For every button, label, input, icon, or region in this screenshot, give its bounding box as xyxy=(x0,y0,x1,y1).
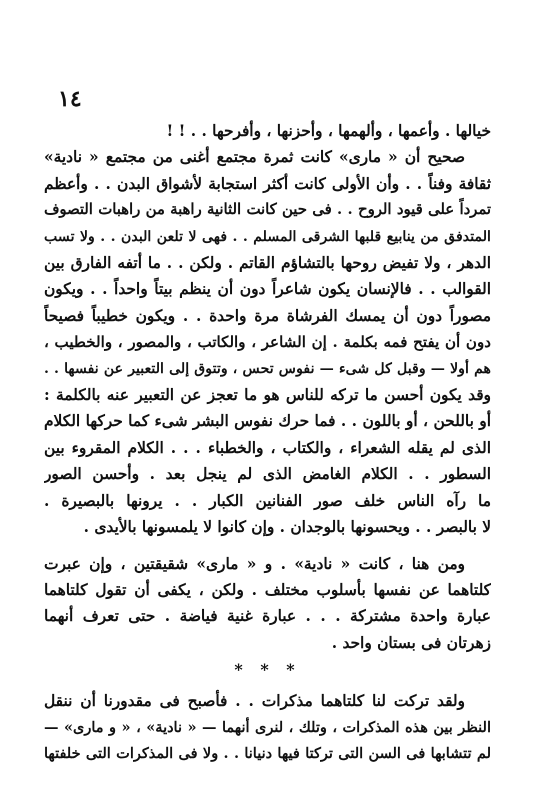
text-line: أو باللحن ، أو باللون . . فما حرك نفوس البشر شىء كما حركها الكلام xyxy=(44,412,491,431)
paragraph-3 xyxy=(44,551,491,657)
text-line: ومن هنا ، كانت « نادية» . و « مارى» شقيقتين ، وإن عبرت xyxy=(44,554,465,573)
text-line: وقد يكون أحسن ما تركه للناس هو ما تعجز عن التعبير عنه بالكلمة : xyxy=(44,386,491,405)
text-line: زهرتان فى بستان واحد . xyxy=(331,633,491,652)
text-line: المتدفق من ينابيع قلبها الشرقى المسلم . . فهى لا تلعن البدن . . ولا تسب xyxy=(44,228,491,245)
section-separator: * * * xyxy=(234,660,301,680)
paragraph-2 xyxy=(44,144,491,540)
paragraph-4 xyxy=(44,688,491,767)
text-line: الذى لم يقله الشعراء ، والكتاب ، والخطباء . . . الكلام المقروء بين xyxy=(44,438,491,457)
text-line: ما رآه الناس خلف صور الفنانين الكبار . . يرونها بالبصيرة . xyxy=(44,491,491,510)
text-line: السطور . . الكلام الغامض الذى لم ينجل بعد . وأحسن الصور xyxy=(44,465,491,484)
text-line: النظر بين هذه المذكرات ، وتلك ، لنرى أنهما — « نادية» ، « و مارى» — xyxy=(44,718,491,736)
text-line: لم تتشابها فى السن التى تركتا فيها دنيانا . . ولا فى المذكرات التى خلفتها xyxy=(44,744,491,762)
text-line: ثقافة وفناً . . وأن الأولى كانت أكثر استجابة لأشواق البدن . . وأعظم xyxy=(44,174,491,193)
text-line: مصوراً دون أن يمسك الفرشاة مرة واحدة . . ويكون خطيباً فصيحاً xyxy=(44,306,491,325)
text-line: الدهر ، ولا تفيض روحها بالتشاؤم القاتم . ولكن . . ما أتفه الفارق بين xyxy=(44,254,491,273)
text-line: عبارة واحدة مشتركة . . . عبارة غنية فياضة . حتى تعرف أنهما xyxy=(44,607,491,626)
page-number: ١٤ xyxy=(58,86,82,112)
body-text xyxy=(44,118,491,767)
text-line: دون أن يفتح فمه بكلمة . إن الشاعر ، والكاتب ، والمصور ، والخطيب ، xyxy=(44,333,491,352)
paragraph-1 xyxy=(44,118,491,144)
text-line: خيالها . وأعمها ، وألهمها ، وأحزنها ، وأفرحها . . ! ! xyxy=(166,122,491,140)
text-line: ولقد تركت لنا كلتاهما مذكرات . . فأصبح فى مقدورنا أن ننقل xyxy=(44,692,465,711)
text-line: هم أولا — وقبل كل شىء — نفوس تحس ، وتتوق إلى التعبير عن نفسها . . xyxy=(44,360,491,377)
text-line: القوالب . . فالإنسان يكون شاعراً دون أن ينظم بيتاً واحداً . . ويكون xyxy=(44,280,491,299)
text-line: صحيح أن « مارى» كانت ثمرة مجتمع أغنى من مجتمع « نادية» xyxy=(44,148,465,167)
text-line: تمرداً على قيود الروح . . فى حين كانت الثانية راهبة من راهبات التصوف xyxy=(44,201,491,219)
text-line: كلتاهما عن نفسها بأسلوب مختلف . ولكن ، يكفى أن تقول كلتاهما xyxy=(44,580,491,599)
text-line: لا بالبصر . . ويحسونها بالوجدان . وإن كانوا لا يلمسونها بالأيدى . xyxy=(83,518,491,537)
